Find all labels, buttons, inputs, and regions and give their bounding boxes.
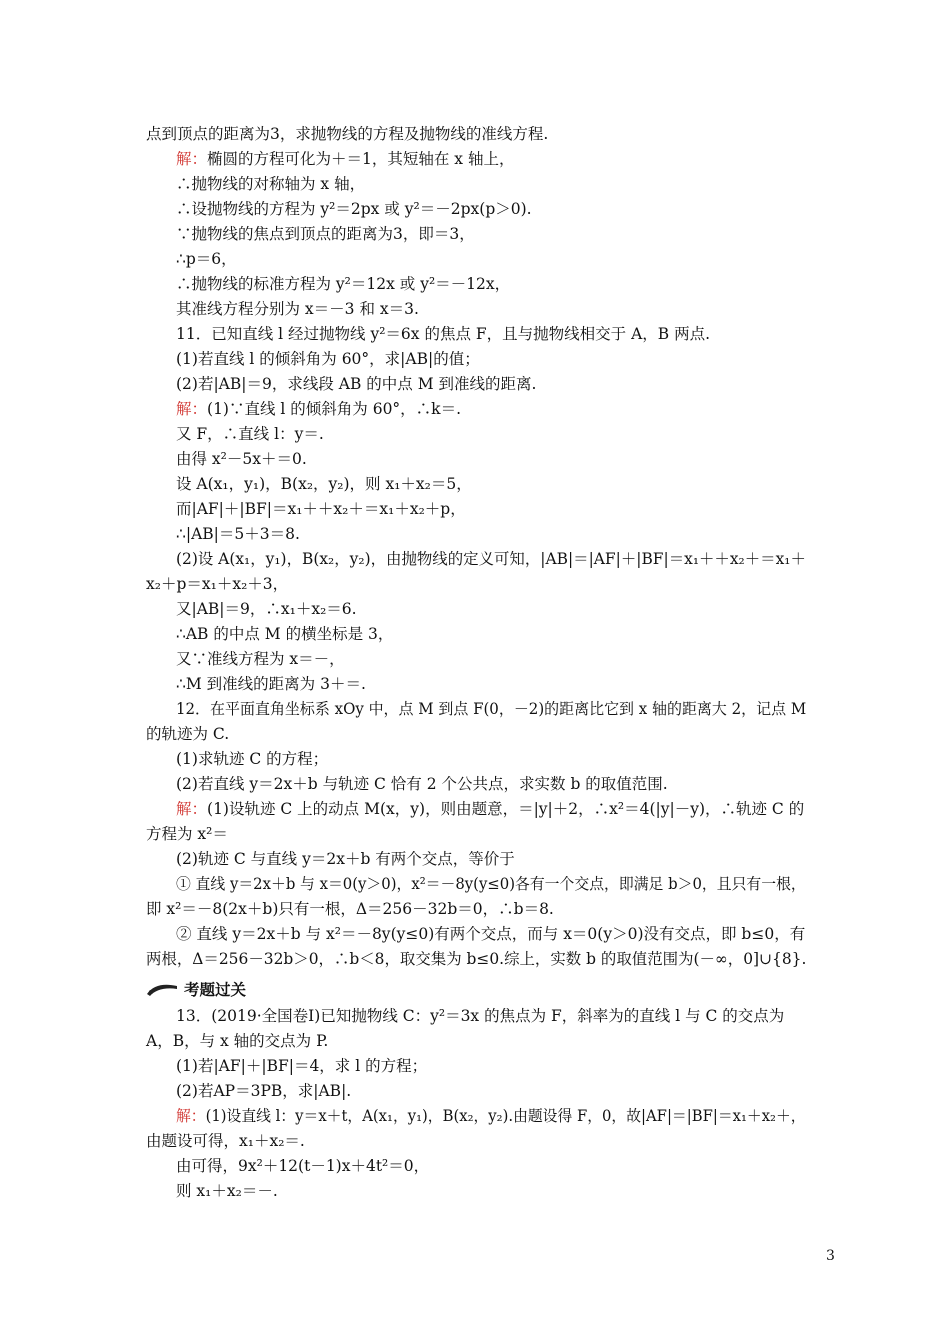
text-line: 解：椭圆的方程可化为＋＝1，其短轴在 x 轴上， <box>176 150 515 168</box>
text-line: 两根，Δ＝256－32b＞0，∴b＜8，取交集为 b≤0.综上，实数 b 的取值范围为(－∞，0]∪{8}. <box>146 950 807 968</box>
text-line: (1)求轨迹 C 的方程； <box>176 750 329 768</box>
solution-label: 解： <box>176 400 208 418</box>
section-title: 考题过关 <box>184 980 247 999</box>
solution-label: 解： <box>176 1107 206 1125</box>
text-line: 方程为 x²＝ <box>146 825 228 843</box>
text-line: (2)若|AB|＝9，求线段 AB 的中点 M 到准线的距离. <box>176 375 537 393</box>
text-line: 又∵准线方程为 x＝－， <box>176 650 345 668</box>
text-line: 由得 x²－5x＋＝0. <box>176 450 307 468</box>
page-number: 3 <box>826 1248 835 1264</box>
text-line: (2)设 A(x₁，y₁)，B(x₂，y₂)，由抛物线的定义可知，|AB|＝|AF|＋|BF|＝x₁＋＋x₂＋＝x₁＋ <box>176 550 806 568</box>
text-line: 又|AB|＝9，∴x₁＋x₂＝6. <box>176 600 357 618</box>
text-line: 的轨迹为 C. <box>146 725 230 743</box>
problem-12: 12．在平面直角坐标系 xOy 中，点 M 到点 F(0，－2)的距离比它到 x 轴的距离大 2，记点 M <box>176 700 807 718</box>
text-line: 解：(1)设轨迹 C 上的动点 M(x，y)，则由题意，＝|y|＋2，∴x²＝4(|y|－y)，∴轨迹 C 的 <box>176 800 805 818</box>
text-line: ∴抛物线的标准方程为 y²＝12x 或 y²＝－12x， <box>176 275 511 293</box>
text-line: (2)若AP＝3PB，求|AB|. <box>176 1082 352 1100</box>
text-line: A，B，与 x 轴的交点为 P. <box>146 1032 329 1050</box>
text-line: ∴设抛物线的方程为 y²＝2px 或 y²＝－2px(p＞0). <box>176 200 532 218</box>
text-line: 设 A(x₁，y₁)，B(x₂，y₂)，则 x₁＋x₂＝5， <box>176 475 472 493</box>
text-line: (1)若|AF|＋|BF|＝4，求 l 的方程； <box>176 1057 428 1075</box>
text-line: ① 直线 y＝2x＋b 与 x＝0(y＞0)，x²＝－8y(y≤0)各有一个交点，即满足 b＞0，且只有一根， <box>176 875 806 893</box>
section-heading <box>146 978 246 1000</box>
text-line: 又 F，∴直线 l：y＝. <box>176 425 324 443</box>
text-line: (2)轨迹 C 与直线 y＝2x＋b 有两个交点，等价于 <box>176 850 515 868</box>
text-line: ∴p＝6， <box>176 250 237 268</box>
solution-label: 解： <box>176 150 208 168</box>
text-line: ∵抛物线的焦点到顶点的距离为3，即＝3， <box>176 225 475 243</box>
text-line: 点到顶点的距离为3，求抛物线的方程及抛物线的准线方程. <box>146 125 549 143</box>
solution-label: 解： <box>176 800 208 818</box>
text-line: 解：(1)∵直线 l 的倾斜角为 60°，∴k＝. <box>176 400 462 418</box>
text-line: ∴抛物线的对称轴为 x 轴， <box>176 175 366 193</box>
text-line: ② 直线 y＝2x＋b 与 x²＝－8y(y≤0)有两个交点，而与 x＝0(y＞0)没有交点，即 b≤0，有 <box>176 925 806 943</box>
text-line: 而|AF|＋|BF|＝x₁＋＋x₂＋＝x₁＋x₂＋p， <box>176 500 466 518</box>
text-line: 则 x₁＋x₂＝－. <box>176 1182 278 1200</box>
text-line: ∴|AB|＝5＋3＝8. <box>176 525 300 543</box>
text-line: 由可得，9x²＋12(t－1)x＋4t²＝0， <box>176 1157 430 1175</box>
text-line: 其准线方程分别为 x＝－3 和 x＝3. <box>176 300 419 318</box>
pen-icon <box>146 981 178 997</box>
problem-13: 13．(2019·全国卷Ⅰ)已知抛物线 C：y²＝3x 的焦点为 F，斜率为的直线 l 与 C 的交点为 <box>176 1007 785 1025</box>
text-line: ∴AB 的中点 M 的横坐标是 3， <box>176 625 394 643</box>
text-line: 由题设可得，x₁＋x₂＝. <box>146 1132 305 1150</box>
text-line: x₂＋p＝x₁＋x₂＋3， <box>146 575 289 593</box>
text-line: (1)若直线 l 的倾斜角为 60°，求|AB|的值； <box>176 350 480 368</box>
text-line: 解：(1)设直线 l：y＝x＋t，A(x₁，y₁)，B(x₂，y₂).由题设得 F，0，故|AF|＝|BF|＝x₁＋x₂＋， <box>176 1107 806 1125</box>
text-line: (2)若直线 y＝2x＋b 与轨迹 C 恰有 2 个公共点，求实数 b 的取值范围. <box>176 775 668 793</box>
text-line: 即 x²＝－8(2x＋b)只有一根，Δ＝256－32b＝0，∴b＝8. <box>146 900 554 918</box>
text-line: ∴M 到准线的距离为 3＋＝. <box>176 675 366 693</box>
problem-11: 11．已知直线 l 经过抛物线 y²＝6x 的焦点 F，且与抛物线相交于 A，B 两点. <box>176 325 711 343</box>
